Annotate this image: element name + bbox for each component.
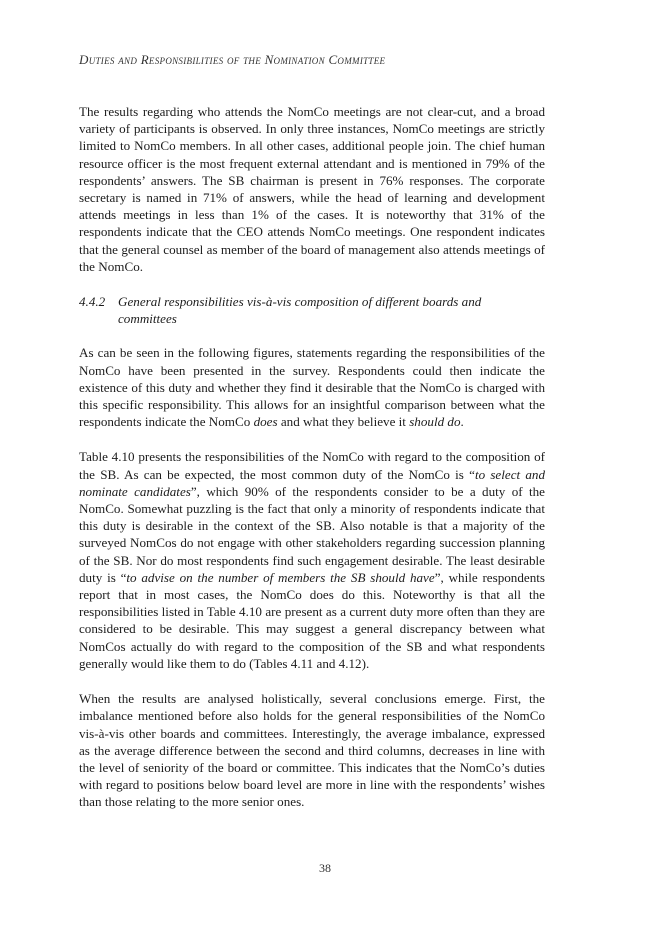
paragraph-text: ”, which 90% of the respondents consider to be a duty of the NomCo. Somewhat puzzling is the fact that only a minority of respondents indicate that this duty is desirable in the context of the SB. Also notable is that a majority of the surveyed NomCos do not engage with other stakeholders regarding succession planning of the SB. Nor do most respondents find such engagement desirable. The least desirable duty is “ — [79, 483, 545, 585]
section-number: 4.4.2 — [79, 294, 106, 310]
emphasis-does: does — [253, 414, 278, 430]
page-number: 38 — [319, 861, 331, 875]
paragraph-attendees: The results regarding who attends the NomCo meetings are not clear-cut, and a broad variety of participants is observed. In only three instances, NomCo meetings are strictly limited to NomCo members. In all other cases, additional people join. The chief human resource officer is the most frequent external attendant and is mentioned in 79% of the respondents’ answers. The SB chairman is present in 76% responses. The corporate secretary is named in 71% of answers, while the head of learning and development attends meetings in less than 1% of the cases. It is noteworthy that 31% of the respondents indicate that the CEO attends NomCo meetings. One respondent indicates that the general counsel as member of the board of management also attends meetings of the NomCo. — [79, 104, 545, 274]
paragraph-text: ”, while respondents report that in most cases, the NomCo does do this. Noteworthy is that all the responsibilities listed in Table 4.10 are present as a current duty more often than they are considered to be desirable. This may suggest a general discrepancy between what NomCos actually do with regard to the composition of the SB and what respondents generally would like them to do (Tables 4.11 and 4.12). — [79, 569, 545, 671]
section-title: General responsibilities vis-à-vis composition of different boards and committees — [118, 294, 482, 327]
body-text — [79, 103, 545, 829]
paragraph-table-4-10 — [79, 448, 545, 672]
quote-select-nominate: to select and nominate candidates — [79, 466, 545, 499]
paragraph-text: Table 4.10 presents the responsibilities of the NomCo with regard to the composition of the SB. As can be expected, the most common duty of the NomCo is “ — [79, 449, 545, 482]
paragraph-text: . — [460, 414, 464, 430]
running-head: Duties and Responsibilities of the Nomination Committee — [79, 52, 386, 67]
paragraph-text: and what they believe it — [277, 414, 410, 430]
emphasis-should-do: should do — [409, 414, 461, 430]
paragraph-holistic-analysis: When the results are analysed holistically, several conclusions emerge. First, the imbalance mentioned before also holds for the general responsibilities of the NomCo vis-à-vis other boards and committees. Interestingly, the average imbalance, expressed as the average difference between the second and third columns, decreases in line with the level of seniority of the board or committee. This indicates that the NomCo’s duties with regard to positions below board level are more in line with the respondents’ wishes than those relating to the more senior ones. — [79, 691, 545, 810]
paragraph-survey-statements — [79, 344, 545, 430]
section-heading — [79, 293, 545, 327]
quote-advise-number: to advise on the number of members the SB should have — [126, 569, 435, 585]
paragraph-text: As can be seen in the following figures, statements regarding the responsibilities of the NomCo have been presented in the survey. Respondents could then indicate the existence of this duty and whether they find it desirable that the NomCo is charged with this specific responsibility. This allows for an insightful comparison between what the respondents indicate the NomCo — [79, 345, 545, 430]
